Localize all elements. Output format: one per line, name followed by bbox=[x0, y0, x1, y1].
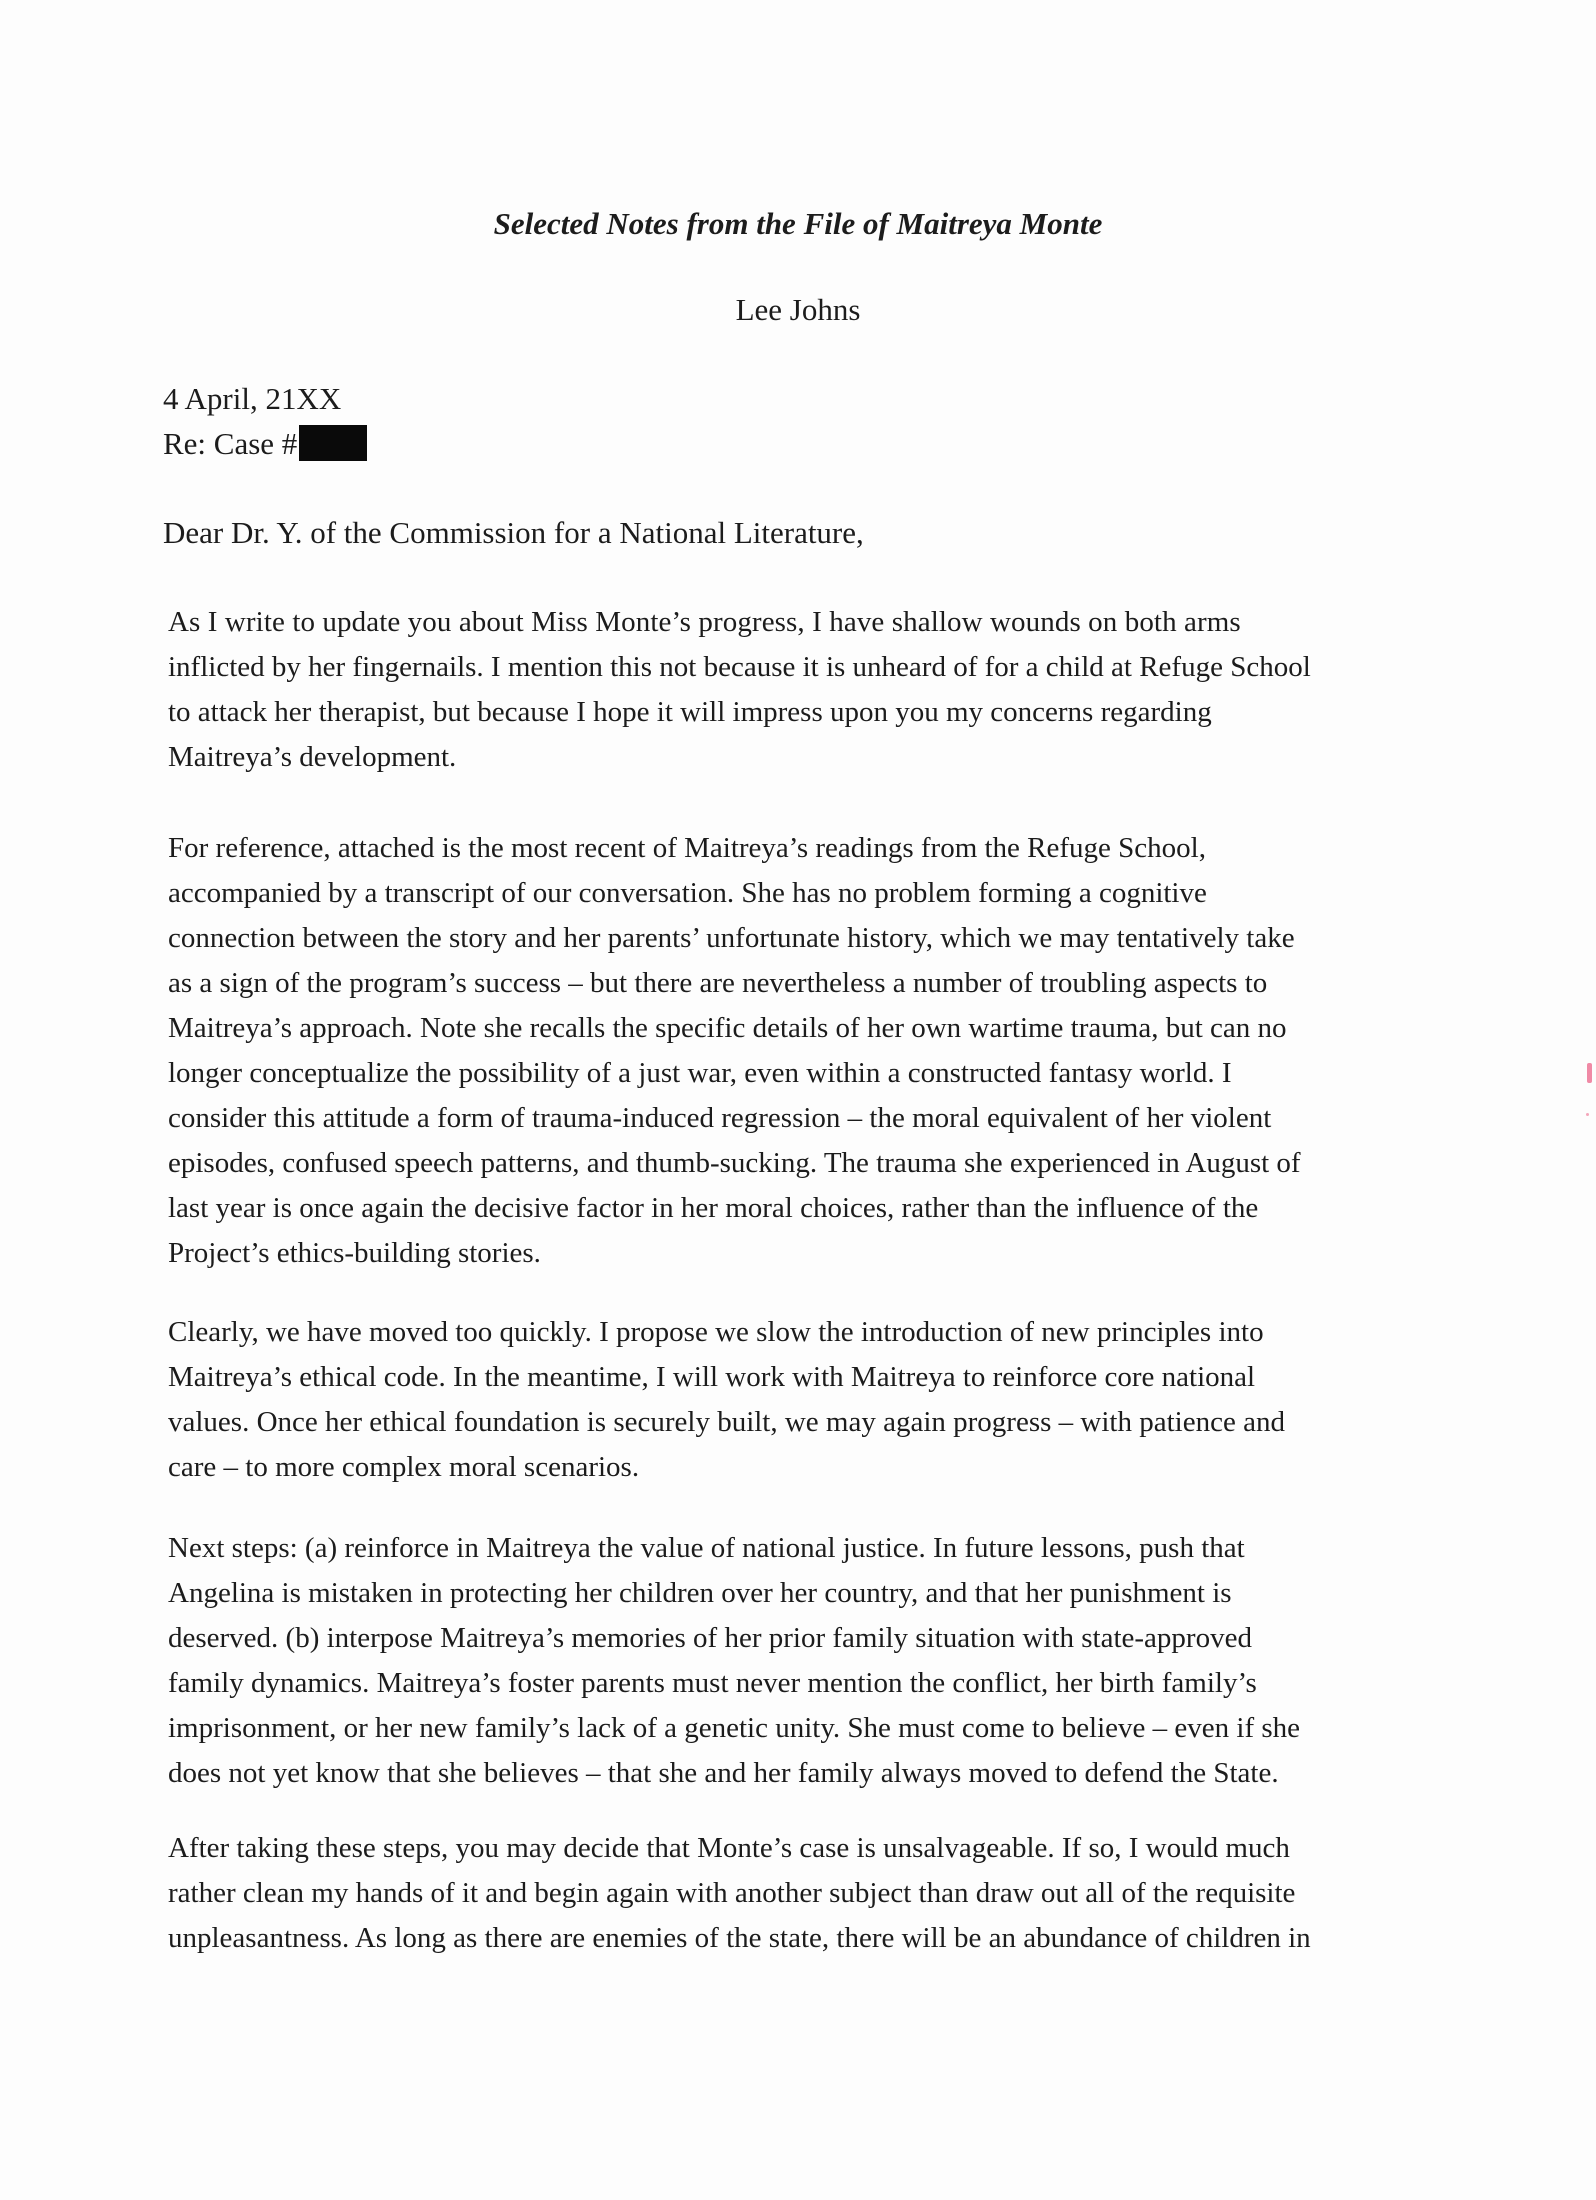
paragraph-5 bbox=[168, 1826, 1408, 1961]
text-line: deserved. (b) interpose Maitreya’s memories of her prior family situation with state-approved bbox=[168, 1622, 1252, 1654]
scan-artifact-mark bbox=[1587, 1063, 1592, 1083]
text-line: inflicted by her fingernails. I mention this not because it is unheard of for a child at Refuge School bbox=[168, 651, 1311, 683]
text-line: Clearly, we have moved too quickly. I propose we slow the introduction of new principles into bbox=[168, 1316, 1264, 1348]
letter-salutation: Dear Dr. Y. of the Commission for a National Literature, bbox=[163, 515, 864, 550]
text-line: Angelina is mistaken in protecting her children over her country, and that her punishment is bbox=[168, 1577, 1232, 1609]
letter-date: 4 April, 21XX bbox=[163, 381, 342, 416]
text-line: unpleasantness. As long as there are enemies of the state, there will be an abundance of children in bbox=[168, 1922, 1311, 1954]
text-line: does not yet know that she believes – that she and her family always moved to defend the State. bbox=[168, 1757, 1279, 1789]
text-line: to attack her therapist, but because I hope it will impress upon you my concerns regarding bbox=[168, 696, 1212, 728]
text-line: rather clean my hands of it and begin again with another subject than draw out all of the requisite bbox=[168, 1877, 1296, 1909]
document-author: Lee Johns bbox=[735, 292, 861, 327]
text-line: episodes, confused speech patterns, and thumb-sucking. The trauma she experienced in August of bbox=[168, 1147, 1301, 1179]
text-line: care – to more complex moral scenarios. bbox=[168, 1451, 640, 1483]
text-line: imprisonment, or her new family’s lack of a genetic unity. She must come to believe – even if she bbox=[168, 1712, 1301, 1744]
redaction-block bbox=[299, 425, 367, 461]
paragraph-4 bbox=[168, 1526, 1408, 1796]
text-line: as a sign of the program’s success – but there are nevertheless a number of troubling aspects to bbox=[168, 967, 1268, 999]
case-reference-label: Re: Case # bbox=[163, 426, 298, 461]
text-line: connection between the story and her parents’ unfortunate history, which we may tentatively take bbox=[168, 922, 1295, 954]
paragraph-3 bbox=[168, 1310, 1408, 1490]
text-line: Project’s ethics-building stories. bbox=[168, 1237, 541, 1269]
text-line: longer conceptualize the possibility of a just war, even within a constructed fantasy world. I bbox=[168, 1057, 1232, 1089]
paragraph-2 bbox=[168, 826, 1408, 1276]
text-line: accompanied by a transcript of our conversation. She has no problem forming a cognitive bbox=[168, 877, 1207, 909]
text-line: last year is once again the decisive factor in her moral choices, rather than the influence of the bbox=[168, 1192, 1259, 1224]
text-line: family dynamics. Maitreya’s foster parents must never mention the conflict, her birth family’s bbox=[168, 1667, 1257, 1699]
paragraph-1 bbox=[168, 600, 1408, 780]
text-line: values. Once her ethical foundation is securely built, we may again progress – with patience and bbox=[168, 1406, 1285, 1438]
scan-artifact-dot bbox=[1586, 1113, 1589, 1116]
text-line: consider this attitude a form of trauma-induced regression – the moral equivalent of her violent bbox=[168, 1102, 1272, 1134]
text-line: Maitreya’s ethical code. In the meantime, I will work with Maitreya to reinforce core national bbox=[168, 1361, 1256, 1393]
letter-header bbox=[163, 376, 367, 466]
text-line: As I write to update you about Miss Monte’s progress, I have shallow wounds on both arms bbox=[168, 606, 1241, 638]
case-reference bbox=[163, 421, 367, 466]
document-title: Selected Notes from the File of Maitreya Monte bbox=[493, 206, 1103, 241]
text-line: For reference, attached is the most recent of Maitreya’s readings from the Refuge School, bbox=[168, 832, 1206, 864]
text-line: Next steps: (a) reinforce in Maitreya the value of national justice. In future lessons, push that bbox=[168, 1532, 1245, 1564]
text-line: After taking these steps, you may decide that Monte’s case is unsalvageable. If so, I would much bbox=[168, 1832, 1290, 1864]
text-line: Maitreya’s development. bbox=[168, 741, 457, 773]
text-line: Maitreya’s approach. Note she recalls the specific details of her own wartime trauma, but can no bbox=[168, 1012, 1287, 1044]
